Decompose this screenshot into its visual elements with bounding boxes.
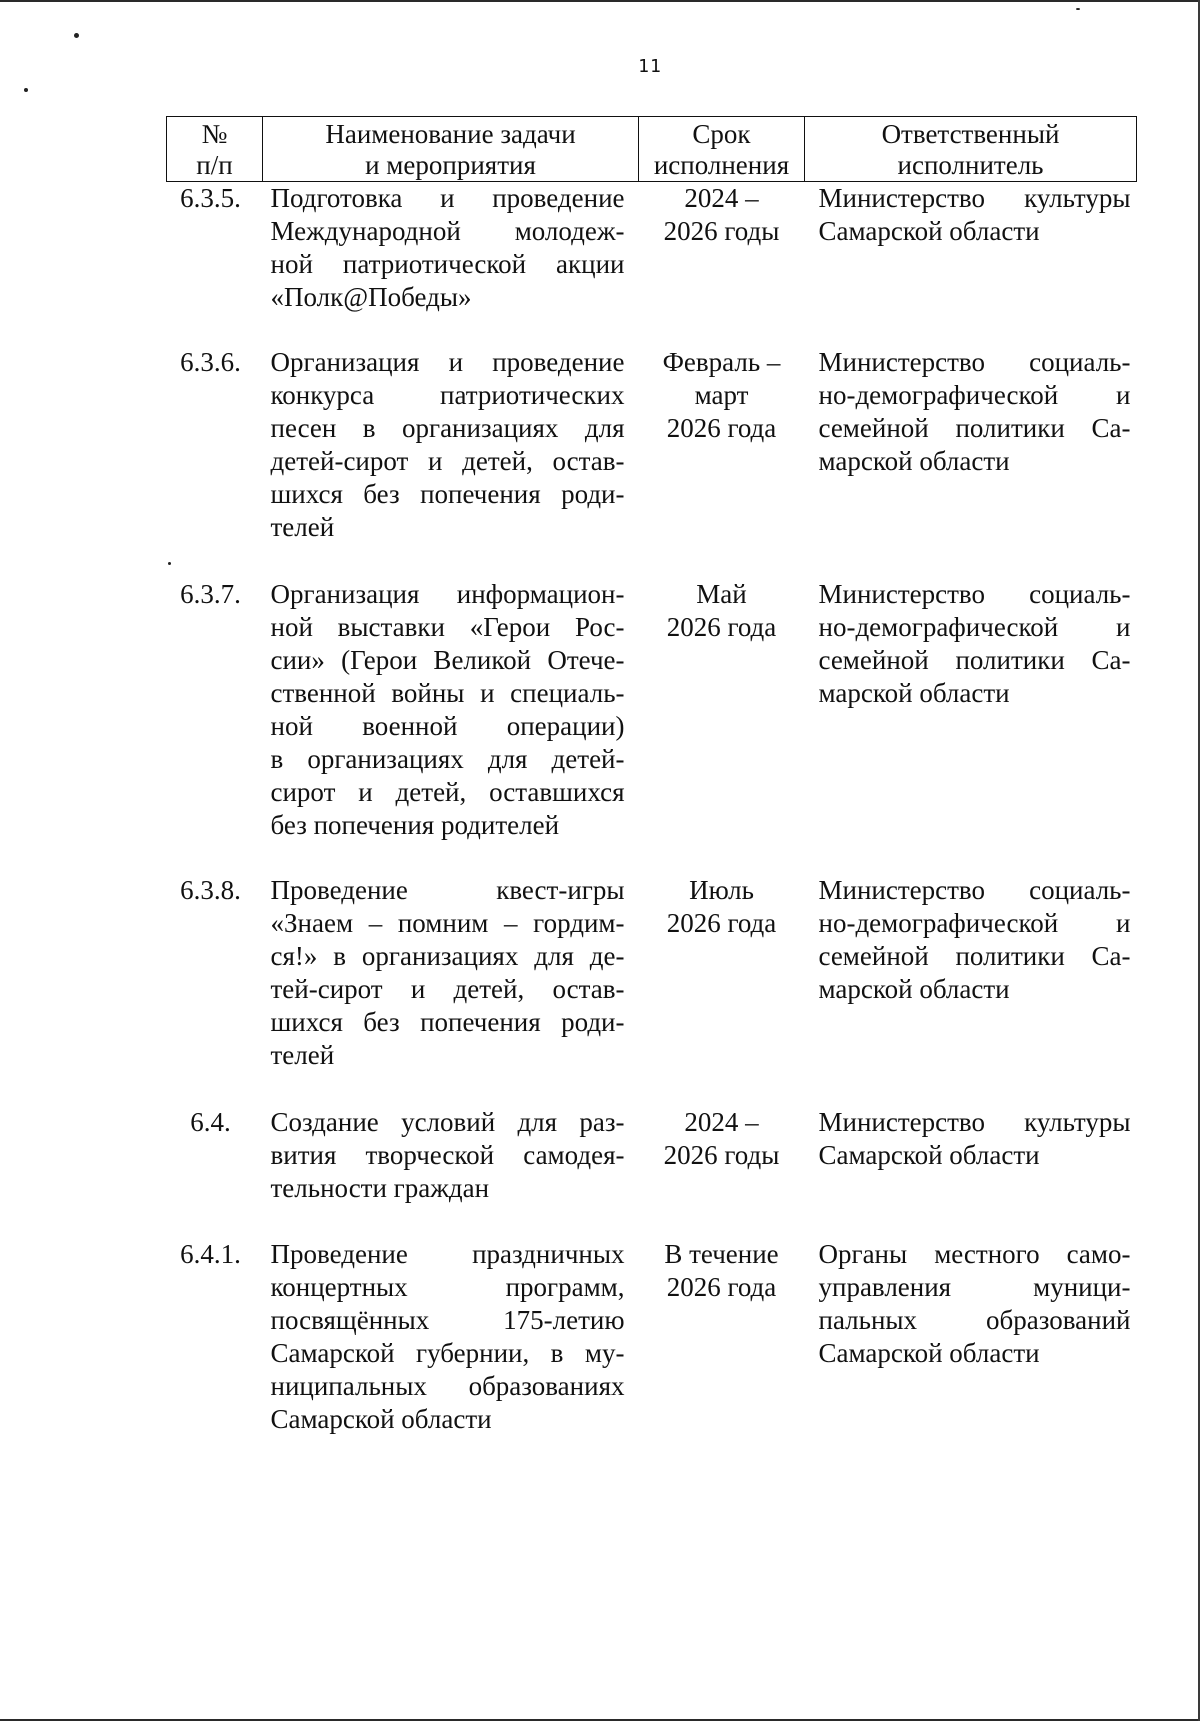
row-task [263, 578, 639, 874]
responsible-line: Самарской области [818, 1337, 1040, 1368]
responsible-line: Министерство культуры [818, 183, 1131, 213]
row-task [263, 1238, 639, 1438]
row-task [263, 1106, 639, 1238]
responsible-line: Органы местного само- [818, 1238, 1131, 1269]
task-line: ной патриотической акции [270, 249, 625, 279]
task-line: посвящённых 175-летию [270, 1304, 625, 1335]
scan-speck [74, 33, 79, 38]
table-body [167, 182, 1137, 1438]
header-term [639, 117, 805, 182]
responsible-line: Самарской области [818, 216, 1040, 246]
row-responsible [805, 182, 1137, 346]
task-line: тей-сирот и детей, остав- [270, 973, 625, 1004]
task-line: детей-сирот и детей, остав- [270, 445, 625, 476]
row-number: 6.3.8. [180, 874, 241, 905]
term-line: 2024 – [684, 183, 759, 213]
responsible-line: семейной политики Са- [818, 412, 1131, 443]
term-line: 2024 – [684, 1106, 759, 1137]
responsible-line: семейной политики Са- [818, 644, 1131, 675]
row-responsible [805, 346, 1137, 578]
task-line: ниципальных образованиях [270, 1370, 625, 1401]
term-line: 2026 годы [663, 1139, 780, 1170]
row-term [639, 346, 805, 578]
row-term [639, 578, 805, 874]
task-line: ной выставки «Герои Рос- [270, 611, 625, 642]
table-header-row [167, 117, 1137, 182]
responsible-line: но-демографической и [818, 907, 1131, 938]
row-responsible [805, 874, 1137, 1106]
row-responsible [805, 1106, 1137, 1238]
responsible-line: марской области [818, 677, 1010, 708]
responsible-line: Министерство социаль- [818, 874, 1131, 905]
task-line: Организация и проведение [270, 346, 625, 377]
term-line: 2026 года [666, 412, 777, 443]
responsible-line: Самарской области [818, 1139, 1040, 1170]
task-line: сии» (Герои Великой Отече- [270, 644, 625, 675]
scan-speck [1076, 8, 1080, 10]
row-term [639, 182, 805, 346]
task-line: в организациях для детей- [270, 743, 625, 774]
term-line: Февраль – [662, 346, 781, 377]
row-number: 6.4.1. [180, 1238, 241, 1269]
header-line: № [201, 119, 228, 149]
task-line: Самарской губернии, в му- [270, 1337, 625, 1368]
row-task [263, 874, 639, 1106]
row-task [263, 346, 639, 578]
responsible-line: марской области [818, 445, 1010, 476]
page-number: 11 [638, 56, 662, 77]
header-responsible [805, 117, 1137, 182]
responsible-line: семейной политики Са- [818, 940, 1131, 971]
task-line: сирот и детей, оставшихся [270, 776, 625, 807]
row-task [263, 182, 639, 346]
table-row [167, 1238, 1137, 1438]
responsible-line: Министерство культуры [818, 1106, 1131, 1137]
task-line: ной военной операции) [270, 710, 625, 741]
header-line: исполнения [653, 150, 790, 180]
table-row [167, 1106, 1137, 1238]
header-task [263, 117, 639, 182]
row-number: 6.3.7. [180, 578, 241, 609]
header-line: п/п [196, 150, 233, 180]
table-row [167, 182, 1137, 346]
task-line: телей [270, 511, 335, 542]
task-line: Проведение праздничных [270, 1238, 625, 1269]
row-responsible [805, 1238, 1137, 1438]
task-line: «Знаем – помним – гордим- [270, 907, 625, 938]
row-term [639, 1106, 805, 1238]
task-line: Создание условий для раз- [270, 1106, 625, 1137]
table-row [167, 346, 1137, 578]
task-line: тельности граждан [270, 1172, 490, 1203]
scan-edge-top [0, 0, 1200, 2]
task-line: ся!» в организациях для де- [270, 940, 625, 971]
row-term [639, 1238, 805, 1438]
header-line: Ответственный [881, 119, 1060, 149]
term-line: 2026 годы [663, 216, 780, 246]
task-line: Подготовка и проведение [270, 183, 625, 213]
responsible-line: марской области [818, 973, 1010, 1004]
task-line: концертных программ, [270, 1271, 625, 1302]
header-number [167, 117, 263, 182]
responsible-line: но-демографической и [818, 611, 1131, 642]
task-line: Самарской области [270, 1403, 492, 1434]
header-line: исполнитель [897, 150, 1044, 180]
row-number: 6.4. [190, 1106, 231, 1137]
header-line: Срок [692, 119, 751, 149]
term-line: Июль [689, 874, 754, 905]
task-line: шихся без попечения роди- [270, 1006, 625, 1037]
row-number: 6.3.6. [180, 346, 241, 377]
term-line: В течение [664, 1238, 779, 1269]
header-line: и мероприятия [365, 150, 536, 180]
responsible-line: пальных образований [818, 1304, 1131, 1335]
task-line: конкурса патриотических [270, 379, 625, 410]
task-line: телей [270, 1039, 335, 1070]
term-line: 2026 года [666, 611, 777, 642]
term-line: март [694, 379, 749, 410]
task-line: песен в организациях для [270, 412, 625, 443]
task-line: Международной молодеж- [270, 216, 625, 246]
header-line: Наименование задачи [325, 119, 576, 149]
task-line: Проведение квест-игры [270, 874, 625, 905]
responsible-line: Министерство социаль- [818, 578, 1131, 609]
task-line: вития творческой самодея- [270, 1139, 625, 1170]
row-number: 6.3.5. [180, 183, 241, 213]
task-line: без попечения родителей [270, 809, 560, 840]
term-line: 2026 года [666, 907, 777, 938]
task-line: шихся без попечения роди- [270, 478, 625, 509]
activity-table [166, 116, 1137, 1438]
task-line: «Полк@Победы» [270, 282, 472, 312]
row-term [639, 874, 805, 1106]
task-line: Организация информацион- [270, 578, 625, 609]
term-line: 2026 года [666, 1271, 777, 1302]
row-responsible [805, 578, 1137, 874]
responsible-line: управления муници- [818, 1271, 1131, 1302]
task-line: ственной войны и специаль- [270, 677, 625, 708]
table-row [167, 874, 1137, 1106]
table-row [167, 578, 1137, 874]
scan-speck [24, 88, 28, 92]
responsible-line: Министерство социаль- [818, 346, 1131, 377]
term-line: Май [696, 578, 747, 609]
responsible-line: но-демографической и [818, 379, 1131, 410]
